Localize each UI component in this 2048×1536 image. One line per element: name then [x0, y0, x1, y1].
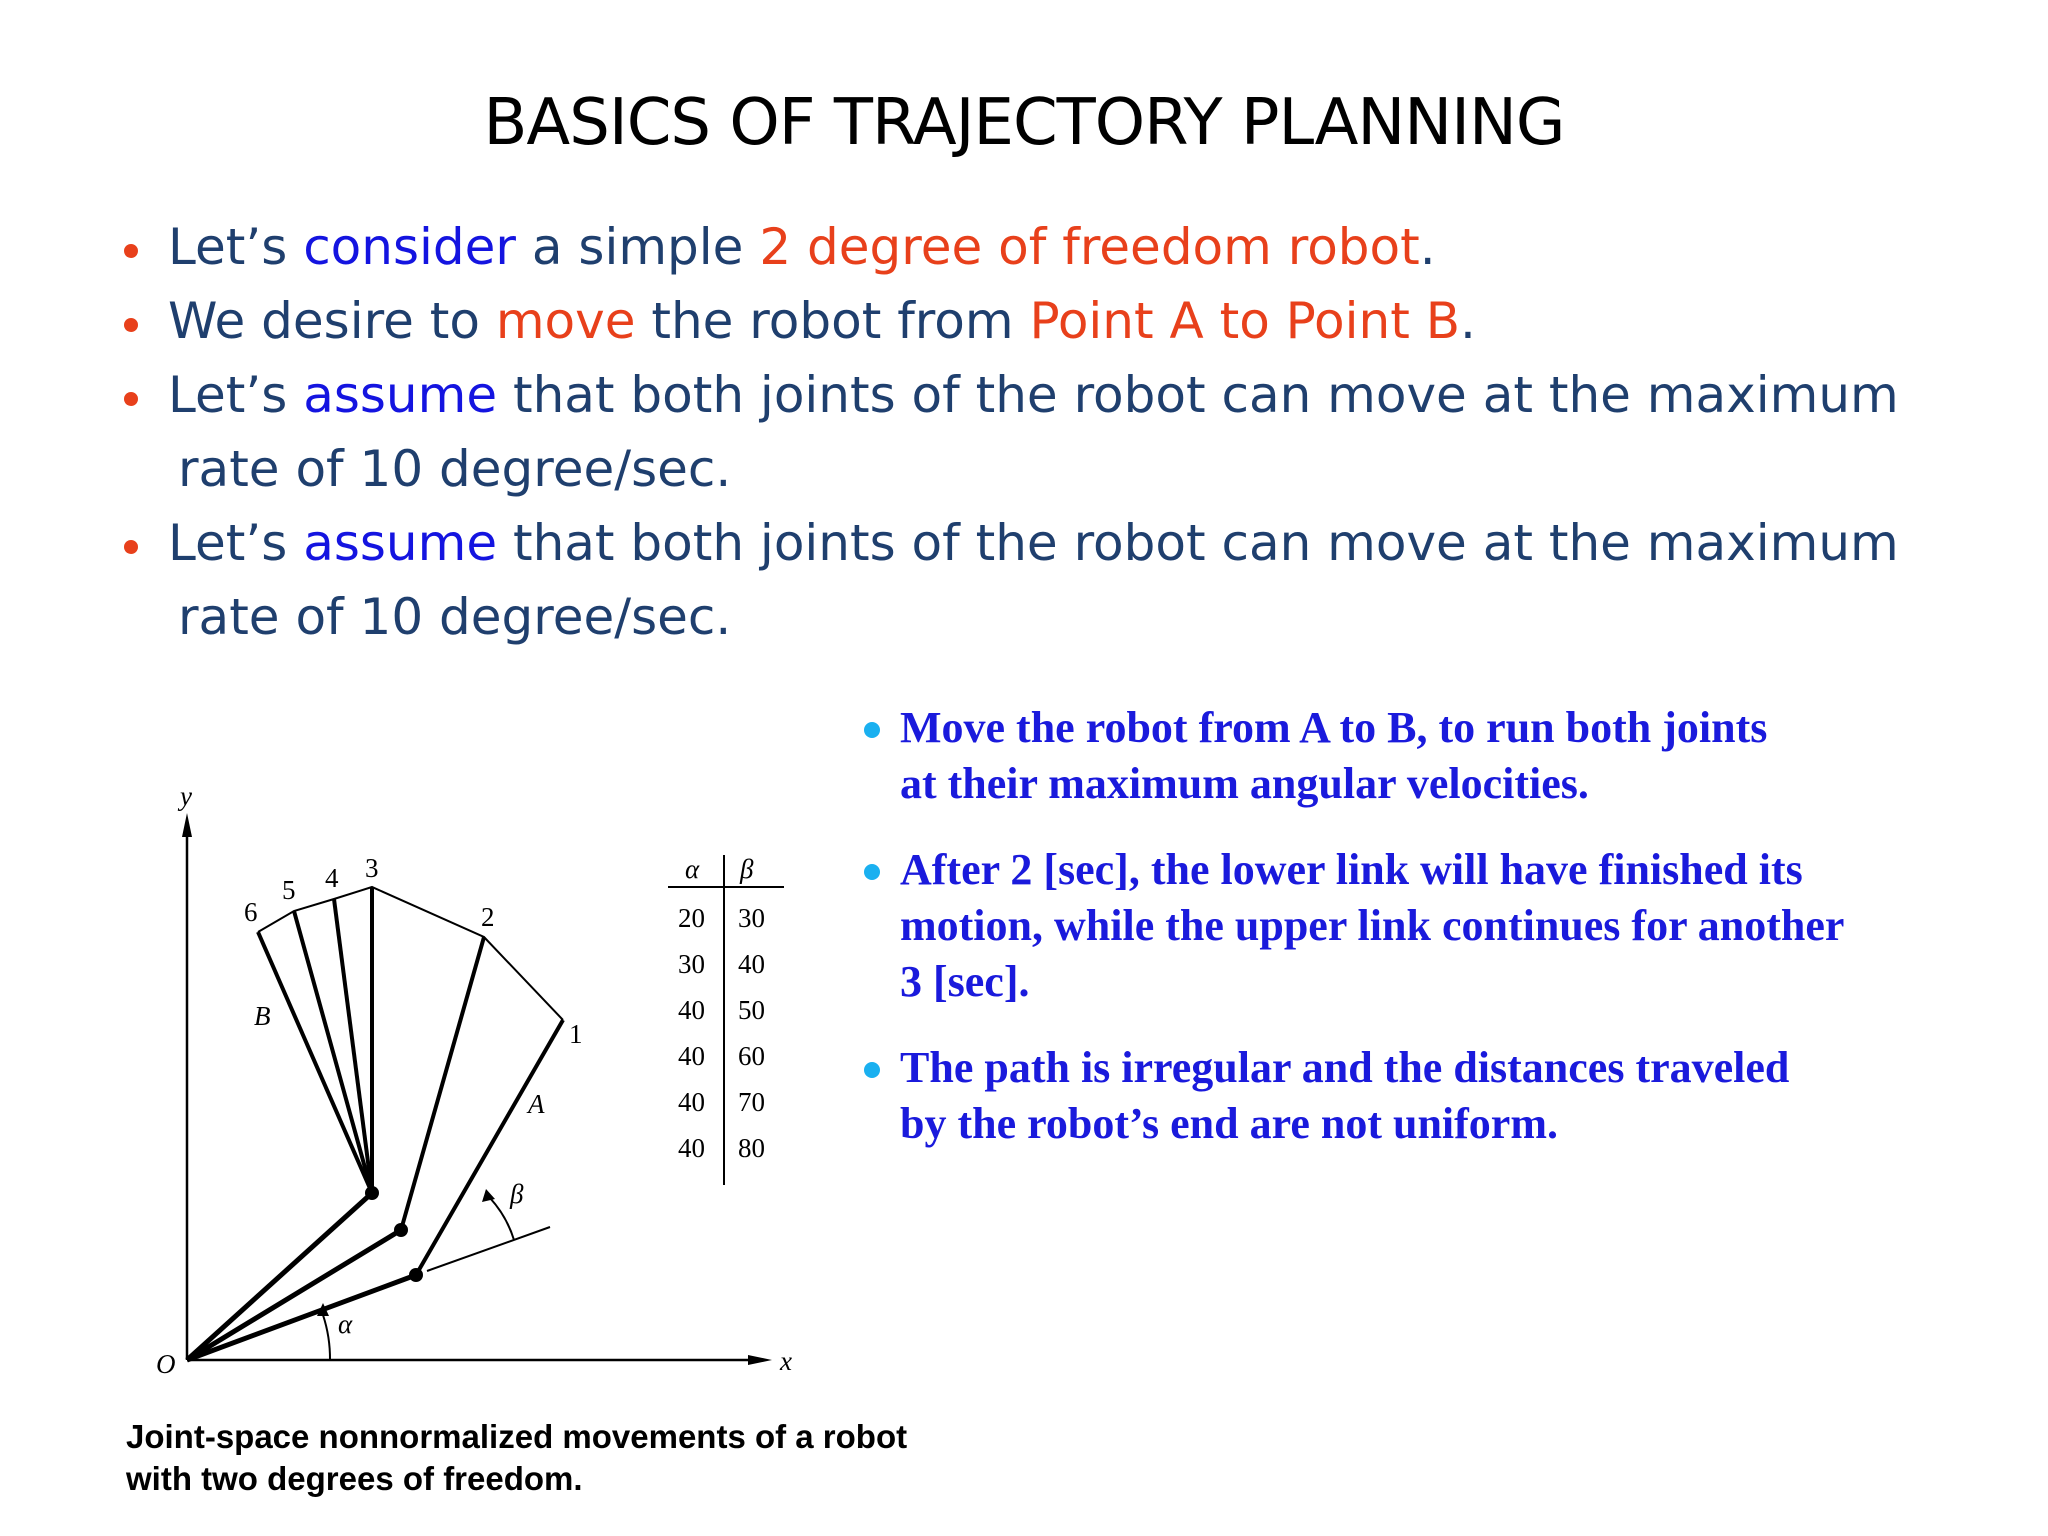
point-a-label: A — [528, 1089, 545, 1119]
table-cell: 30 — [738, 903, 765, 933]
bullet-dot-icon — [864, 722, 880, 738]
bullet-text: Let’s assume that both joints of the robot can move at the maximum — [168, 366, 1899, 424]
table-cell: 40 — [738, 949, 765, 979]
position-label: 1 — [569, 1019, 583, 1049]
bullet-dot-icon — [864, 1062, 880, 1078]
bullet-item — [124, 284, 2004, 358]
caption-line: Joint-space nonnormalized movements of a robot — [126, 1418, 908, 1455]
explanation-line: by the robot’s end are not uniform. — [900, 1099, 1558, 1148]
bullet-continuation: rate of 10 degree/sec. — [178, 440, 732, 498]
point-b-label: B — [254, 1001, 271, 1031]
explanation-line: After 2 [sec], the lower link will have finished its — [900, 845, 1803, 894]
bullet-continuation: rate of 10 degree/sec. — [178, 588, 732, 646]
explanation-line: The path is irregular and the distances traveled — [900, 1043, 1790, 1092]
position-label: 4 — [325, 863, 339, 893]
figure-caption — [126, 1416, 1126, 1500]
table-cell: 20 — [678, 903, 705, 933]
explanation-item — [860, 700, 2030, 812]
table-header-alpha: α — [685, 854, 700, 884]
bullet-dot-icon — [124, 318, 138, 332]
origin-label: O — [156, 1349, 176, 1379]
bullet-text: Let’s consider a simple 2 degree of freedom robot. — [168, 218, 1436, 276]
bullet-dot-icon — [864, 864, 880, 880]
position-label: 5 — [282, 875, 296, 905]
table-cell: 70 — [738, 1087, 765, 1117]
beta-label: β — [510, 1179, 524, 1209]
y-axis-label: y — [180, 781, 192, 811]
position-label: 3 — [365, 853, 379, 883]
bullet-item — [124, 506, 2004, 580]
explanation-item — [860, 1040, 2030, 1152]
explanation-line: 3 [sec]. — [900, 957, 1030, 1006]
upper-link — [401, 937, 484, 1230]
explanation-line: Move the robot from A to B, to run both joints — [900, 703, 1768, 752]
upper-link — [416, 1020, 563, 1275]
table-cell: 40 — [678, 1133, 705, 1163]
bullet-dot-icon — [124, 392, 138, 406]
explanation-line: motion, while the upper link continues for another — [900, 901, 1845, 950]
bullet-text: Let’s assume that both joints of the robot can move at the maximum — [168, 514, 1899, 572]
explanation-item — [860, 842, 2030, 1010]
robot-arm-diagram — [120, 775, 820, 1395]
bullet-text: We desire to move the robot from Point A to Point B. — [168, 292, 1476, 350]
table-cell: 40 — [678, 995, 705, 1025]
y-axis-arrow — [182, 813, 192, 837]
table-cell: 50 — [738, 995, 765, 1025]
beta-reference-line — [427, 1227, 550, 1271]
position-label: 6 — [244, 897, 258, 927]
explanation-line: at their maximum angular velocities. — [900, 759, 1589, 808]
bullet-list — [124, 210, 2004, 654]
table-cell: 60 — [738, 1041, 765, 1071]
table-header-beta: β — [740, 854, 754, 884]
bullet-dot-icon — [124, 540, 138, 554]
alpha-arc — [323, 1315, 330, 1360]
bullet-item — [124, 358, 2004, 432]
x-axis-label: x — [780, 1346, 792, 1376]
x-axis-arrow — [748, 1355, 772, 1365]
position-label: 2 — [481, 902, 495, 932]
alpha-label: α — [338, 1309, 353, 1339]
bullet-item — [124, 210, 2004, 284]
table-cell: 30 — [678, 949, 705, 979]
upper-link — [294, 911, 372, 1193]
explanation-list — [860, 700, 2030, 1182]
table-cell: 80 — [738, 1133, 765, 1163]
table-cell: 40 — [678, 1041, 705, 1071]
bullet-dot-icon — [124, 244, 138, 258]
table-rows — [678, 903, 765, 1163]
slide-title: BASICS OF TRAJECTORY PLANNING — [483, 86, 1565, 160]
caption-line: with two degrees of freedom. — [126, 1460, 583, 1497]
table-cell: 40 — [678, 1087, 705, 1117]
